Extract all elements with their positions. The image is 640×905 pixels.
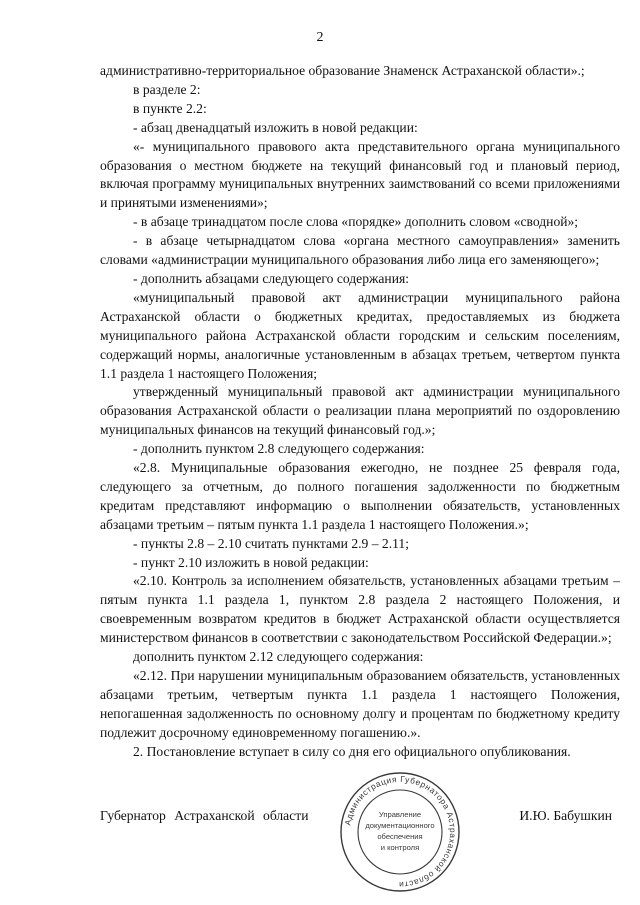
paragraph: в разделе 2: <box>133 81 201 97</box>
paragraph: в пункте 2.2: <box>133 100 207 116</box>
official-stamp <box>338 770 462 894</box>
paragraph: - дополнить абзацами следующего содержания: <box>133 270 410 286</box>
paragraph: - абзац двенадцатый изложить в новой редакции: <box>133 119 418 135</box>
signatory-title: Губернатор Астраханской области <box>100 808 309 823</box>
paragraph: - пункты 2.8 – 2.10 считать пунктами 2.9 – 2.11; <box>133 535 409 551</box>
paragraph: утвержденный муниципальный правовой акт администрации муниципального образования Астраханской области о реализации плана мероприятий по оздоровлению муниципальных финансов на текущий финансовый год.»; <box>100 384 620 438</box>
paragraph: «2.8. Муниципальные образования ежегодно, не позднее 25 февраля года, следующего за отчетным, до полного погашения задолженности по бюджетным кредитам представляют информацию о выполнении обязательств, установленных абзацами третьим – пятым пункта 1.1 раздела 1 настоящего Положения.»; <box>100 460 620 532</box>
paragraph: «муниципальный правовой акт администрации муниципального района Астраханской области о бюджетных кредитах, предоставляемых из бюджета муниципального района Астраханской области городским и сельским поселениям, содержащий нормы, аналогичные установленным в абзацах третьем, четвертом пункта 1.1 раздела 1 настоящего Положения; <box>100 289 620 381</box>
paragraph: - в абзаце четырнадцатом слова «органа местного самоуправления» заменить словами «администрации муниципального образования либо лица его заменяющего»; <box>100 233 620 268</box>
document-body <box>100 62 620 762</box>
paragraph: - в абзаце тринадцатом после слова «порядке» дополнить словом «сводной»; <box>133 214 579 230</box>
paragraph: «- муниципального правового акта представительного органа муниципального образования о местном бюджете на текущий финансовый год и плановый период, включая программу муниципальных внутренних заимствований со всеми приложениями и принятыми изменениями»; <box>100 138 620 211</box>
stamp-ring-text: Администрация Губернатора Астраханской области <box>342 773 459 891</box>
stamp-line: Управление <box>378 810 422 819</box>
paragraph: «2.12. При нарушении муниципальным образованием обязательств, установленных абзацами третьим, четвертым пункта 1.1 раздела 1 настоящего Положения, непогашенная задолженность по основному долгу и процентам по бюджетному кредиту подлежит досрочному единовременному погашению.». <box>100 668 620 740</box>
stamp-line: документационного <box>365 821 435 830</box>
stamp-line: обеспечения <box>377 832 423 841</box>
paragraph: - пункт 2.10 изложить в новой редакции: <box>133 554 369 570</box>
signatory-name: И.Ю. Бабушкин <box>519 808 612 823</box>
page-number: 2 <box>316 30 324 45</box>
paragraph: дополнить пунктом 2.12 следующего содержания: <box>133 649 424 665</box>
paragraph: 2. Постановление вступает в силу со дня его официального опубликования. <box>133 743 571 759</box>
paragraph: административно-территориальное образование Знаменск Астраханской области».; <box>100 63 585 78</box>
paragraph: «2.10. Контроль за исполнением обязательств, установленных абзацами третьим – пятым пункта 1.1 раздела 1, пунктом 2.8 раздела 2 настоящего Положения, и своевременным возвратом кредитов в бюджет Астраханской области осуществляется министерством финансов в соответствии с законодательством Российской Федерации.»; <box>100 573 620 646</box>
paragraph: - дополнить пунктом 2.8 следующего содержания: <box>133 441 425 457</box>
stamp-line: и контроля <box>380 843 420 852</box>
